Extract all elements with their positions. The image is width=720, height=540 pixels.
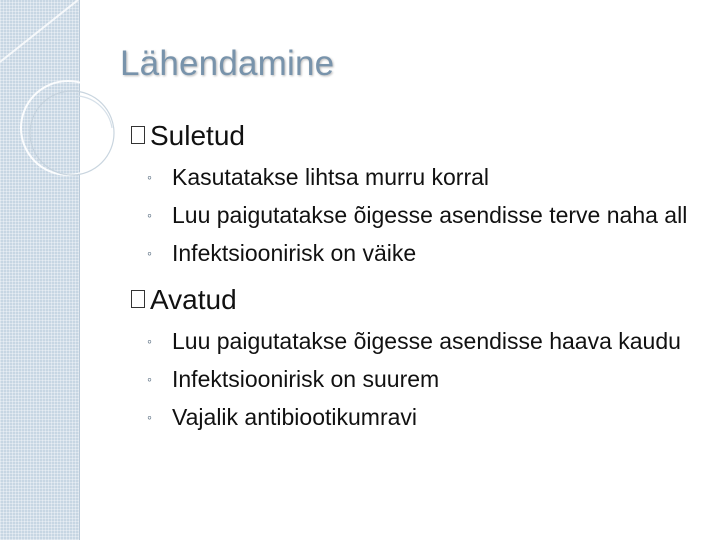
section-heading-open xyxy=(130,282,705,318)
bullet-box-icon xyxy=(131,126,145,144)
closed-bullet-list xyxy=(130,160,705,270)
circle-bullet-icon: ◦ xyxy=(147,169,152,185)
section-heading-label: Avatud xyxy=(150,284,237,315)
list-item-text: Vajalik antibiootikumravi xyxy=(172,404,418,430)
circle-bullet-icon: ◦ xyxy=(147,245,152,261)
section-heading-label: Suletud xyxy=(150,120,245,151)
list-item xyxy=(130,198,705,232)
section-heading-closed xyxy=(130,118,705,154)
list-item xyxy=(130,362,705,396)
slide-title: Lähendamine xyxy=(120,44,335,83)
list-item xyxy=(130,324,705,358)
open-bullet-list xyxy=(130,324,705,434)
list-item-text: Infektsioonirisk on suurem xyxy=(172,366,440,392)
list-item-text: Kasutatakse lihtsa murru korral xyxy=(172,164,490,190)
list-item-text: Infektsioonirisk on väike xyxy=(172,240,417,266)
circle-bullet-icon: ◦ xyxy=(147,371,152,387)
slide-content xyxy=(130,118,705,446)
list-item xyxy=(130,160,705,194)
circle-bullet-icon: ◦ xyxy=(147,207,152,223)
circle-bullet-icon: ◦ xyxy=(147,333,152,349)
bullet-box-icon xyxy=(131,290,145,308)
list-item xyxy=(130,400,705,434)
circle-bullet-icon: ◦ xyxy=(147,409,152,425)
list-item xyxy=(130,236,705,270)
list-item-text: Luu paigutatakse õigesse asendisse terve naha all xyxy=(172,202,688,228)
list-item-text: Luu paigutatakse õigesse asendisse haava kaudu xyxy=(172,328,681,354)
